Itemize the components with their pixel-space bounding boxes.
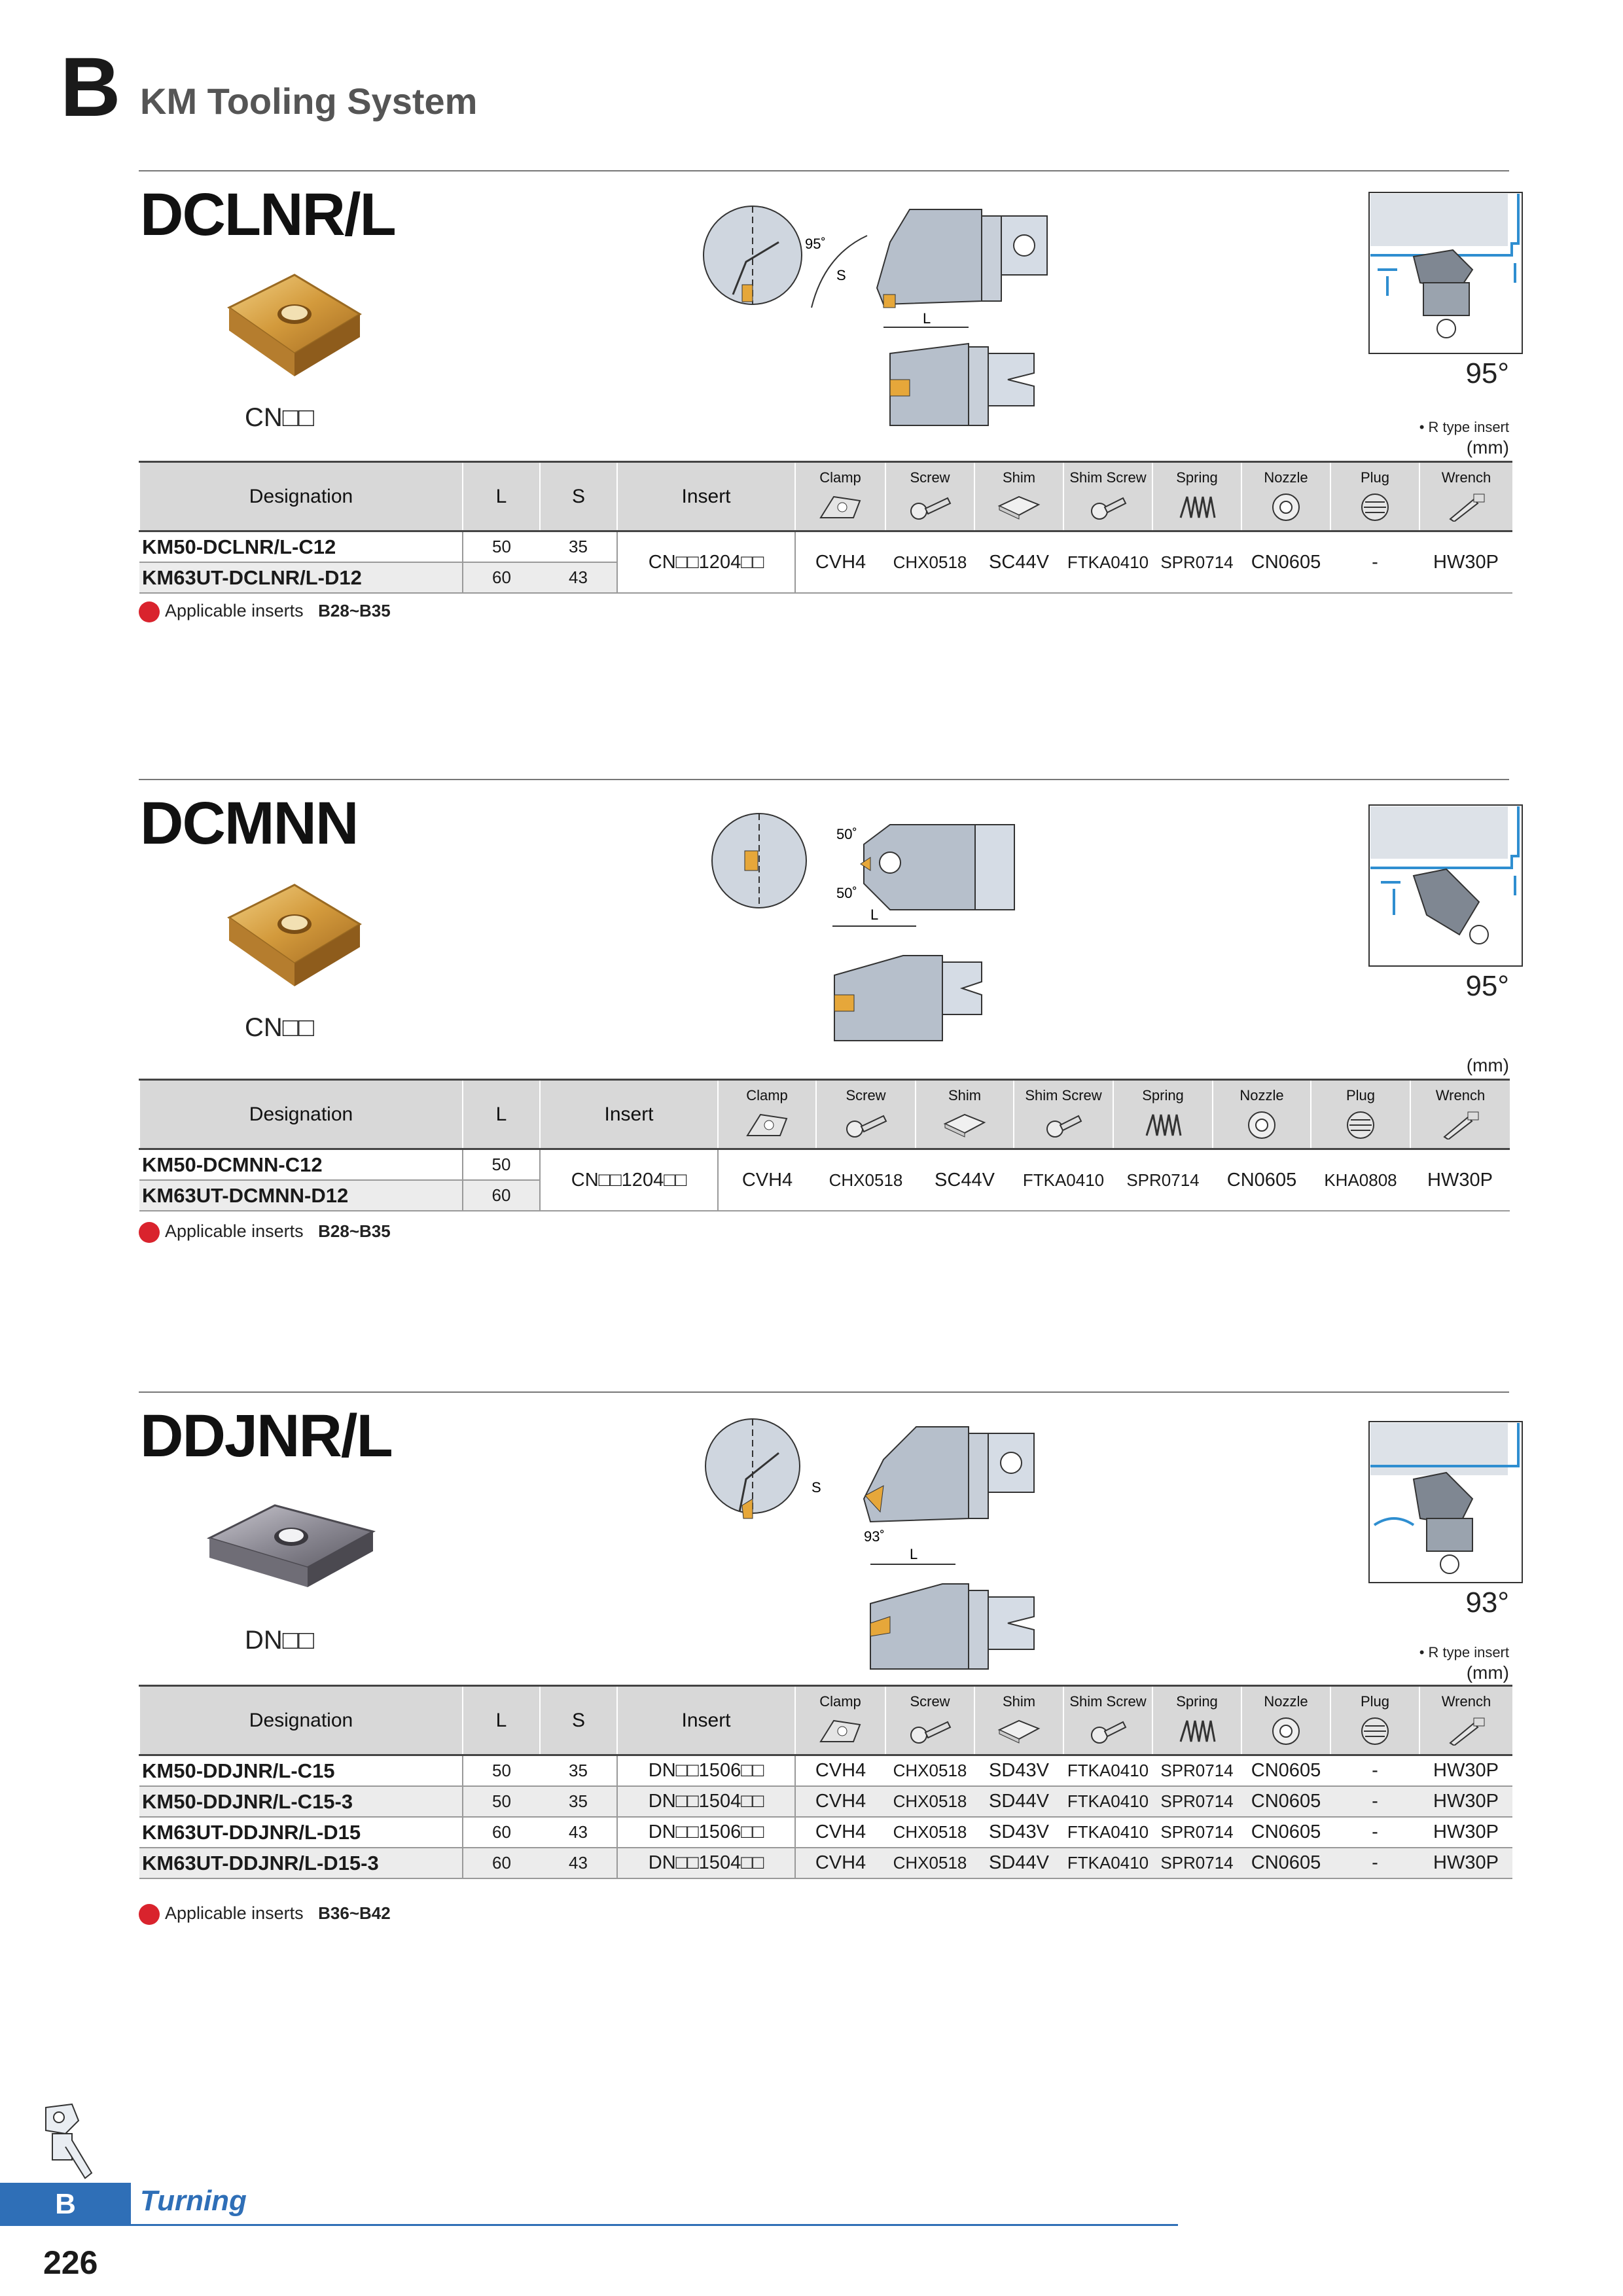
col-nozzle: Nozzle — [1241, 462, 1330, 531]
unit-label: (mm) — [1466, 1662, 1509, 1683]
insert-photo — [209, 872, 373, 996]
turning-tool-icon — [39, 2101, 105, 2182]
col-shim: Shim — [974, 1686, 1063, 1755]
col-wrench: Wrench — [1419, 1686, 1512, 1755]
technical-drawing — [694, 1407, 1054, 1682]
screw-icon — [907, 1715, 953, 1746]
col-clamp: Clamp — [795, 1686, 885, 1755]
col-s: S — [540, 462, 617, 531]
shim-icon — [996, 1715, 1042, 1746]
chapter-tab: B — [0, 2183, 131, 2226]
dim-l-label: L — [870, 906, 879, 923]
table-row: KM50-DDJNR/L-C15-3 50 35 DN□□1504□□ CVH4 CHX0518 SD44V FTKA0410 SPR0714 CN0605 - HW30P — [139, 1786, 1512, 1817]
approach-angle: 95° — [1465, 970, 1509, 1002]
technical-drawing — [694, 190, 1054, 439]
col-wrench: Wrench — [1419, 462, 1512, 531]
shim-icon — [942, 1109, 988, 1139]
shim-screw-icon — [1085, 492, 1131, 522]
col-l: L — [463, 462, 540, 531]
clamp-icon — [817, 492, 863, 522]
col-s: S — [540, 1686, 617, 1755]
application-diagram — [1368, 191, 1525, 355]
table-row: KM63UT-DDJNR/L-D15 60 43 DN□□1506□□ CVH4 CHX0518 SD43V FTKA0410 SPR0714 CN0605 - HW30P — [139, 1817, 1512, 1848]
arrow-right-icon — [139, 1904, 160, 1925]
approach-angle: 93° — [1465, 1587, 1509, 1619]
col-spring: Spring — [1152, 1686, 1241, 1755]
plug-icon — [1352, 492, 1398, 522]
application-diagram — [1368, 804, 1525, 967]
section-title: DCLNR/L — [140, 181, 395, 248]
approach-angle: 95° — [1465, 357, 1509, 389]
type-note: • R type insert — [1419, 419, 1509, 435]
angle-label: 95˚ — [805, 236, 826, 252]
application-diagram — [1368, 1420, 1525, 1584]
col-designation: Designation — [139, 462, 463, 531]
spring-icon — [1174, 1715, 1220, 1746]
col-screw: Screw — [816, 1080, 916, 1149]
plug-icon — [1352, 1715, 1398, 1746]
col-shim-screw: Shim Screw — [1014, 1080, 1113, 1149]
page-number: 226 — [43, 2244, 98, 2281]
table-row: KM50-DDJNR/L-C15 50 35 DN□□1506□□ CVH4 CHX0518 SD43V FTKA0410 SPR0714 CN0605 - HW30P — [139, 1755, 1512, 1787]
section-title: DDJNR/L — [140, 1403, 392, 1469]
col-plug: Plug — [1311, 1080, 1410, 1149]
col-designation: Designation — [139, 1686, 463, 1755]
dim-l-label: L — [923, 310, 931, 327]
clamp-icon — [817, 1715, 863, 1746]
clamp-icon — [744, 1109, 790, 1139]
spec-table — [139, 1685, 1512, 1879]
col-shim-screw: Shim Screw — [1063, 462, 1152, 531]
nozzle-icon — [1263, 492, 1309, 522]
spec-table — [139, 461, 1512, 594]
col-designation: Designation — [139, 1080, 463, 1149]
insert-code: CN□□ — [245, 403, 315, 432]
page-title: KM Tooling System — [140, 81, 478, 122]
col-clamp: Clamp — [795, 462, 885, 531]
shim-screw-icon — [1085, 1715, 1131, 1746]
col-clamp: Clamp — [718, 1080, 816, 1149]
spring-icon — [1174, 492, 1220, 522]
section-divider — [139, 170, 1509, 171]
col-shim: Shim — [974, 462, 1063, 531]
screw-icon — [907, 492, 953, 522]
insert-photo — [209, 262, 373, 386]
shim-screw-icon — [1041, 1109, 1086, 1139]
spec-table — [139, 1079, 1510, 1211]
dim-s-label: S — [836, 267, 846, 283]
wrench-icon — [1438, 1109, 1484, 1139]
col-l: L — [463, 1080, 540, 1149]
dim-s-label: S — [812, 1479, 821, 1496]
section-title: DCMNN — [140, 790, 358, 857]
section-divider — [139, 779, 1509, 780]
col-screw: Screw — [885, 462, 974, 531]
col-plug: Plug — [1330, 462, 1419, 531]
col-nozzle: Nozzle — [1213, 1080, 1311, 1149]
nozzle-icon — [1263, 1715, 1309, 1746]
col-insert: Insert — [617, 462, 795, 531]
table-row: KM63UT-DCMNN-D12 60 — [139, 1180, 1510, 1211]
col-spring: Spring — [1152, 462, 1241, 531]
section-divider — [139, 1391, 1509, 1393]
screw-icon — [843, 1109, 889, 1139]
col-wrench: Wrench — [1410, 1080, 1510, 1149]
table-row: KM63UT-DDJNR/L-D15-3 60 43 DN□□1504□□ CVH4 CHX0518 SD44V FTKA0410 SPR0714 CN0605 - HW30P — [139, 1848, 1512, 1878]
applicable-inserts: Applicable inserts B36~B42 — [139, 1903, 391, 1925]
col-insert: Insert — [540, 1080, 718, 1149]
col-l: L — [463, 1686, 540, 1755]
arrow-right-icon — [139, 1222, 160, 1243]
col-spring: Spring — [1113, 1080, 1213, 1149]
table-row: KM50-DCLNR/L-C12 50 35 CN□□1204□□ CVH4 CHX0518 SC44V FTKA0410 SPR0714 CN0605 - HW30P — [139, 531, 1512, 563]
unit-label: (mm) — [1466, 437, 1509, 457]
wrench-icon — [1444, 1715, 1489, 1746]
angle-label: 50˚ — [836, 885, 857, 901]
col-nozzle: Nozzle — [1241, 1686, 1330, 1755]
angle-label: 50˚ — [836, 826, 857, 842]
col-shim-screw: Shim Screw — [1063, 1686, 1152, 1755]
spring-icon — [1140, 1109, 1186, 1139]
shim-icon — [996, 492, 1042, 522]
plug-icon — [1338, 1109, 1383, 1139]
chapter-name: Turning — [140, 2185, 247, 2217]
type-note: • R type insert — [1419, 1644, 1509, 1660]
insert-code: DN□□ — [245, 1626, 315, 1655]
table-row: KM63UT-DCLNR/L-D12 60 43 — [139, 562, 1512, 593]
col-insert: Insert — [617, 1686, 795, 1755]
section-letter: B — [60, 41, 121, 134]
footer-line — [131, 2224, 1178, 2226]
angle-label: 93˚ — [864, 1528, 885, 1545]
technical-drawing — [694, 805, 1034, 1054]
arrow-right-icon — [139, 601, 160, 622]
dim-l-label: L — [910, 1546, 918, 1562]
wrench-icon — [1444, 492, 1489, 522]
insert-photo — [203, 1492, 380, 1604]
col-screw: Screw — [885, 1686, 974, 1755]
col-plug: Plug — [1330, 1686, 1419, 1755]
table-row: KM50-DCMNN-C12 50 CN□□1204□□ CVH4 CHX0518 SC44V FTKA0410 SPR0714 CN0605 KHA0808 HW30P — [139, 1149, 1510, 1181]
nozzle-icon — [1239, 1109, 1285, 1139]
insert-code: CN□□ — [245, 1013, 315, 1042]
applicable-inserts: Applicable inserts B28~B35 — [139, 1221, 391, 1243]
unit-label: (mm) — [1466, 1055, 1509, 1075]
applicable-inserts: Applicable inserts B28~B35 — [139, 601, 391, 622]
col-shim: Shim — [916, 1080, 1014, 1149]
